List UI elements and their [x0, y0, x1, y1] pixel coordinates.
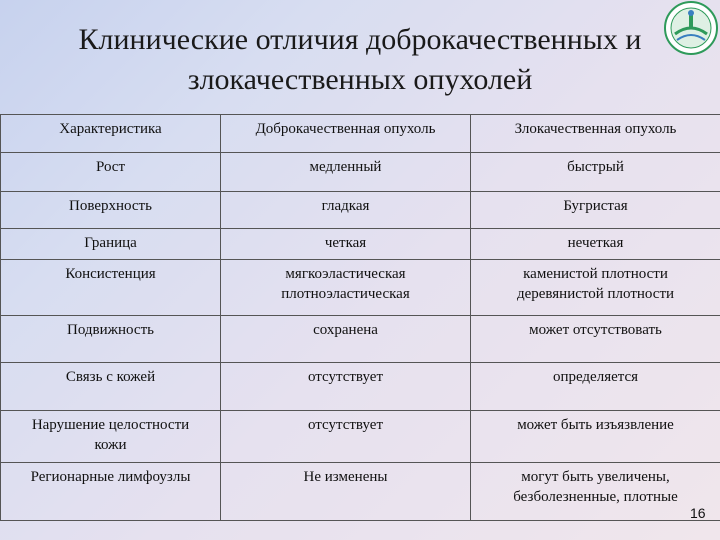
- benign-cell: [221, 260, 471, 316]
- table-row: [1, 363, 720, 411]
- benign-line: мягкоэластическая: [285, 266, 406, 282]
- benign-cell: четкая: [221, 229, 471, 260]
- row-label: Связь с кожей: [1, 363, 221, 411]
- table-row: [1, 411, 720, 463]
- table-row: [1, 316, 720, 363]
- malignant-line: каменистой плотности: [523, 266, 668, 282]
- malignant-cell: определяется: [471, 363, 720, 411]
- slide-title: [0, 20, 720, 100]
- benign-line: плотноэластическая: [281, 286, 410, 302]
- table-row: [1, 463, 720, 521]
- row-label: Рост: [1, 153, 221, 192]
- table-row: [1, 260, 720, 316]
- malignant-cell: нечеткая: [471, 229, 720, 260]
- row-label-line: Нарушение целостности: [31, 417, 190, 433]
- malignant-line: деревянистой плотности: [516, 286, 675, 302]
- malignant-cell: быстрый: [471, 153, 720, 192]
- row-label-line: кожи: [94, 437, 127, 453]
- malignant-cell: может быть изъязвление: [471, 411, 720, 463]
- benign-cell: медленный: [221, 153, 471, 192]
- malignant-cell: [471, 260, 720, 316]
- malignant-line: могут быть увеличены,: [521, 469, 670, 485]
- header-malignant: Злокачественная опухоль: [471, 115, 720, 153]
- title-line-1: Клинические отличия доброкачественных и: [78, 23, 642, 56]
- benign-cell: отсутствует: [221, 363, 471, 411]
- row-label-line: Консистенция: [65, 266, 156, 282]
- table-row: [1, 229, 720, 260]
- row-label: Подвижность: [1, 316, 221, 363]
- benign-cell: отсутствует: [221, 411, 471, 463]
- table-row: [1, 192, 720, 229]
- malignant-cell: может отсутствовать: [471, 316, 720, 363]
- malignant-line: безболезненные, плотные: [513, 489, 678, 505]
- table-header-row: [1, 115, 720, 153]
- benign-cell: гладкая: [221, 192, 471, 229]
- table-row: [1, 153, 720, 192]
- row-label: Граница: [1, 229, 221, 260]
- malignant-cell: Бугристая: [471, 192, 720, 229]
- comparison-table: [0, 114, 720, 521]
- header-characteristic: Характеристика: [1, 115, 221, 153]
- title-line-2: злокачественных опухолей: [187, 63, 533, 96]
- benign-cell: сохранена: [221, 316, 471, 363]
- header-benign: Доброкачественная опухоль: [221, 115, 471, 153]
- university-logo-icon: [663, 0, 719, 56]
- malignant-cell: [471, 463, 720, 521]
- page-number: 16: [690, 505, 706, 521]
- row-label: Поверхность: [1, 192, 221, 229]
- row-label: [1, 260, 221, 316]
- row-label: [1, 411, 221, 463]
- row-label: Регионарные лимфоузлы: [1, 463, 221, 521]
- benign-cell: Не изменены: [221, 463, 471, 521]
